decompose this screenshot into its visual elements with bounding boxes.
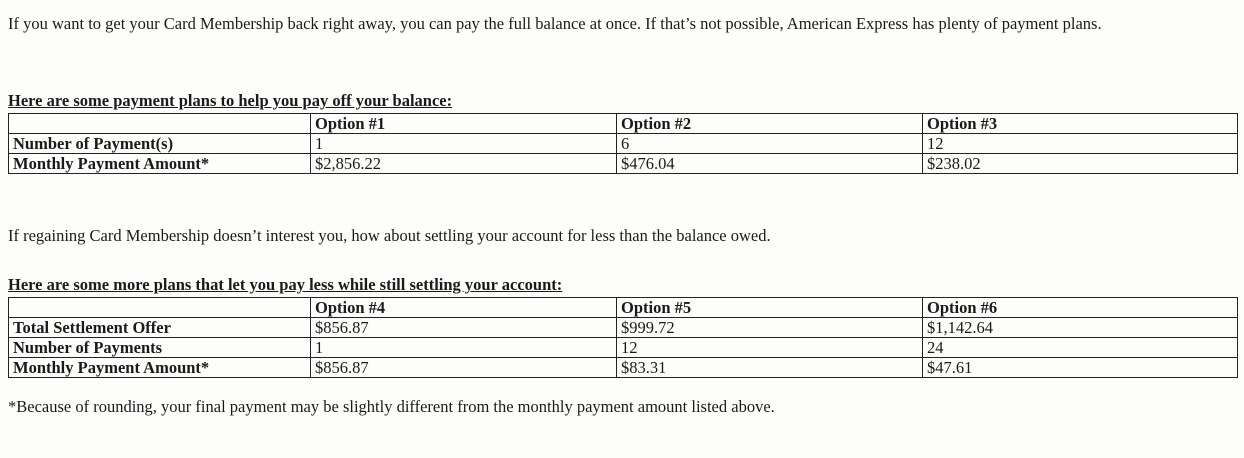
table-cell: $1,142.64: [923, 318, 1238, 338]
row-label-number-of-payments: Number of Payment(s): [9, 134, 311, 154]
table-row: [9, 358, 1238, 378]
table-cell: $856.87: [311, 358, 617, 378]
table-cell: $2,856.22: [311, 154, 617, 174]
table-cell: $999.72: [617, 318, 923, 338]
row-label-total-settlement: Total Settlement Offer: [9, 318, 311, 338]
header-option-4: Option #4: [311, 298, 617, 318]
settlement-plans-heading: Here are some more plans that let you pay less while still settling your account:: [8, 275, 563, 294]
row-label-number-of-payments: Number of Payments: [9, 338, 311, 358]
header-option-3: Option #3: [923, 114, 1238, 134]
header-empty: [9, 114, 311, 134]
table-cell: 1: [311, 134, 617, 154]
table-cell: 12: [923, 134, 1238, 154]
row-label-monthly-payment: Monthly Payment Amount*: [9, 358, 311, 378]
header-option-6: Option #6: [923, 298, 1238, 318]
table-cell: 1: [311, 338, 617, 358]
table-cell: $238.02: [923, 154, 1238, 174]
table-row: [9, 338, 1238, 358]
table-cell: $83.31: [617, 358, 923, 378]
table-row: [9, 134, 1238, 154]
table-cell: 24: [923, 338, 1238, 358]
payment-plans-table: [8, 113, 1238, 174]
settlement-plans-table: [8, 297, 1238, 378]
table-cell: $476.04: [617, 154, 923, 174]
header-option-1: Option #1: [311, 114, 617, 134]
rounding-footnote: *Because of rounding, your final payment may be slightly different from the monthly payment amount listed above.: [8, 397, 775, 416]
table-cell: 6: [617, 134, 923, 154]
table-cell: $856.87: [311, 318, 617, 338]
intro-paragraph: If you want to get your Card Membership back right away, you can pay the full balance at once. If that’s not possible, American Express has plenty of payment plans.: [8, 14, 1102, 33]
table-row: [9, 154, 1238, 174]
table-row: [9, 318, 1238, 338]
settlement-paragraph: If regaining Card Membership doesn’t interest you, how about settling your account for less than the balance owed.: [8, 226, 771, 245]
payment-plans-heading: Here are some payment plans to help you pay off your balance:: [8, 91, 453, 110]
header-empty: [9, 298, 311, 318]
header-option-5: Option #5: [617, 298, 923, 318]
table-header-row: [9, 298, 1238, 318]
table-cell: 12: [617, 338, 923, 358]
table-cell: $47.61: [923, 358, 1238, 378]
table-header-row: [9, 114, 1238, 134]
header-option-2: Option #2: [617, 114, 923, 134]
row-label-monthly-payment: Monthly Payment Amount*: [9, 154, 311, 174]
